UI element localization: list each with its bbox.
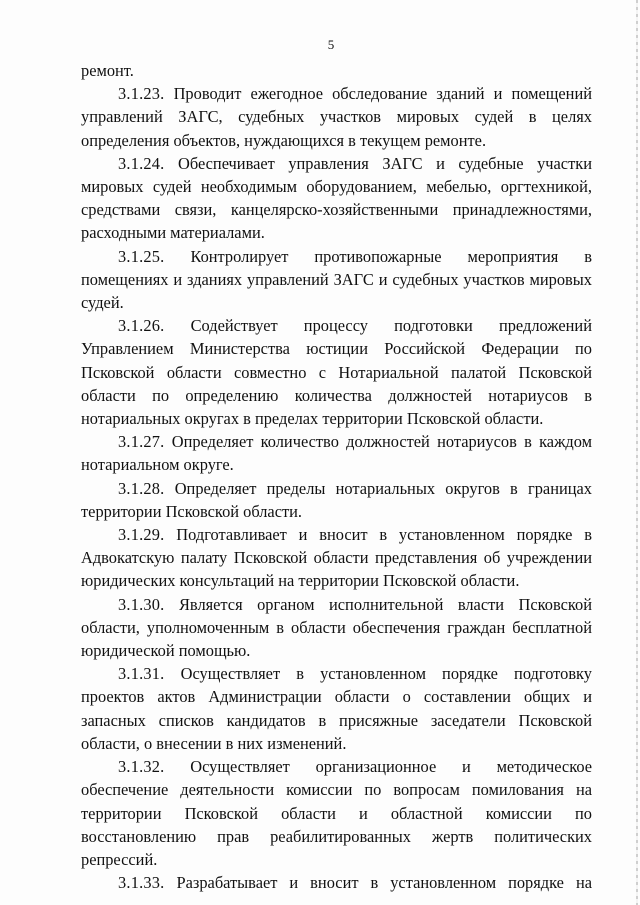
paragraph-number: 3.1.33. (118, 873, 165, 893)
paragraph-number: 3.1.31. (118, 664, 165, 684)
paragraph-3-1-32 (81, 755, 592, 871)
paragraph-text: ремонт. (81, 61, 134, 80)
paragraph-3-1-31 (81, 662, 592, 755)
paragraph-3-1-26 (81, 314, 592, 430)
paragraph-number: 3.1.27. (118, 432, 165, 452)
scan-edge (636, 0, 638, 905)
paragraph-text: Осуществляет организационное и методическое обеспечение деятельности комиссии по вопросам помилования на территории Псковской области и областной комиссии по восстановлению прав реабилитированных жертв политических репрессий. (81, 757, 592, 869)
paragraph-3-1-23 (81, 82, 592, 152)
paragraph-text: Разрабатывает и вносит в установленном порядке на (176, 873, 592, 893)
paragraph-number: 3.1.23. (118, 84, 165, 104)
paragraph-text: Контролирует противопожарные мероприятия в помещениях и зданиях управлений ЗАГС и судебных участков мировых судей. (81, 246, 592, 313)
paragraph-text: Осуществляет в установленном порядке подготовку проектов актов Администрации области о составлении общих и запасных списков кандидатов в присяжные заседатели Псковской области, о внесении в них изменений. (81, 664, 592, 753)
paragraph-text: Проводит ежегодное обследование зданий и помещений управлений ЗАГС, судебных участков мировых судей в целях определения объектов, нуждающихся в текущем ремонте. (81, 84, 592, 150)
paragraph-text: Обеспечивает управления ЗАГС и судебные участки мировых судей необходимым оборудованием, мебелью, оргтехникой, средствами связи, канцелярско-хозяйственными принадлежностями, расходными материалами. (81, 153, 592, 243)
paragraph-3-1-27 (81, 430, 592, 476)
paragraph-3-1-29 (81, 523, 592, 593)
paragraph-number: 3.1.28. (118, 478, 165, 498)
paragraph-number: 3.1.32. (118, 757, 165, 777)
paragraph-continuation (81, 59, 592, 82)
paragraph-3-1-25 (81, 245, 592, 315)
paragraph-number: 3.1.25. (118, 246, 165, 266)
paragraph-3-1-33 (81, 871, 592, 894)
paragraph-text: Определяет пределы нотариальных округов в границах территории Псковской области. (81, 478, 592, 521)
paragraph-3-1-24 (81, 152, 592, 245)
document-body (81, 59, 592, 894)
paragraph-number: 3.1.30. (118, 594, 165, 614)
page-number: 5 (327, 37, 335, 52)
paragraph-number: 3.1.24. (118, 153, 165, 173)
paragraph-number: 3.1.26. (118, 316, 165, 336)
paragraph-text: Подготавливает и вносит в установленном порядке в Адвокатскую палату Псковской области представления об учреждении юридических консультаций на территории Псковской области. (81, 525, 592, 591)
paragraph-3-1-30 (81, 593, 592, 663)
paragraph-number: 3.1.29. (118, 525, 165, 545)
paragraph-3-1-28 (81, 477, 592, 523)
paragraph-text: Является органом исполнительной власти Псковской области, уполномоченным в области обеспечения граждан бесплатной юридической помощью. (81, 594, 592, 661)
paragraph-text: Содействует процессу подготовки предложений Управлением Министерства юстиции Российской Федерации по Псковской области совместно с Нотариальной палатой Псковской области по определению количества должностей нотариусов в нотариальных округах в пределах территории Псковской области. (81, 316, 592, 429)
paragraph-text: Определяет количество должностей нотариусов в каждом нотариальном округе. (81, 432, 592, 475)
